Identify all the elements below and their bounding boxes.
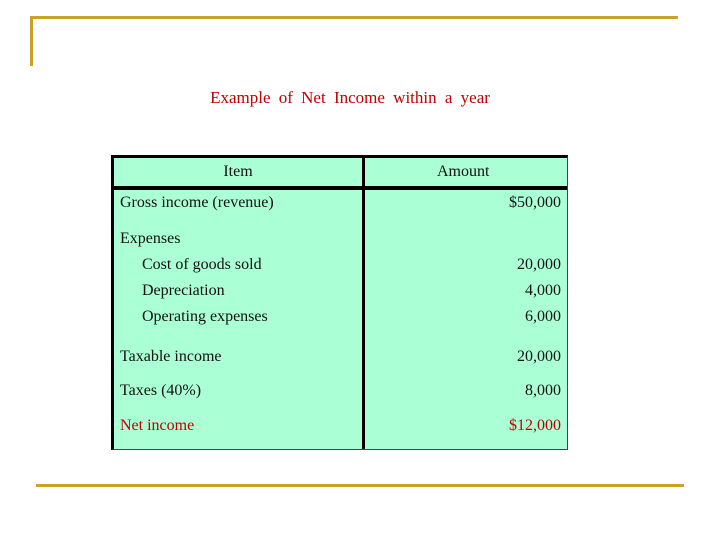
column-divider <box>362 158 365 449</box>
decorative-left-rule <box>30 16 33 66</box>
expense-item-label: Depreciation <box>142 282 225 299</box>
expense-item-label: Cost of goods sold <box>142 256 262 273</box>
slide-title: Example of Net Income within a year <box>210 88 490 107</box>
decorative-top-rule <box>30 16 678 19</box>
header-rule <box>114 186 567 190</box>
net-income-value: $12,000 <box>509 417 561 434</box>
net-income-label: Net income <box>120 417 195 434</box>
gross-income-label: Gross income (revenue) <box>120 194 274 211</box>
taxable-income-value: 20,000 <box>517 348 561 365</box>
expense-item-value: 6,000 <box>525 308 561 325</box>
taxable-income-label: Taxable income <box>120 348 222 365</box>
header-amount: Amount <box>437 163 490 180</box>
expense-item-value: 4,000 <box>525 282 561 299</box>
decorative-bottom-rule <box>36 484 684 487</box>
net-income-table <box>111 155 568 450</box>
header-item: Item <box>223 163 253 180</box>
gross-income-value: $50,000 <box>509 194 561 211</box>
expenses-label: Expenses <box>120 230 181 247</box>
expense-item-value: 20,000 <box>517 256 561 273</box>
taxes-value: 8,000 <box>525 382 561 399</box>
expense-item-label: Operating expenses <box>142 308 268 325</box>
taxes-label: Taxes (40%) <box>120 382 202 399</box>
